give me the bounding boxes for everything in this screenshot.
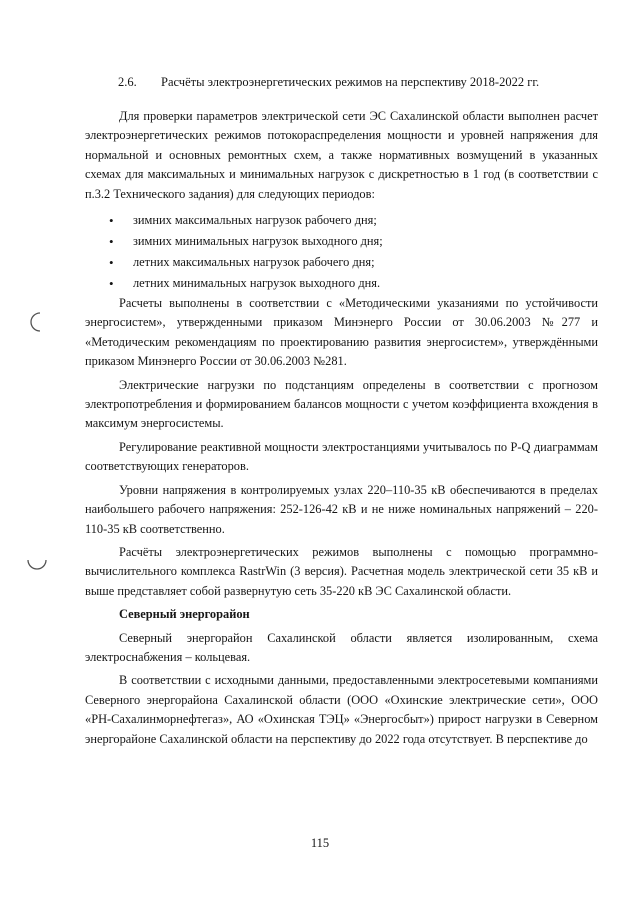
- punch-hole-icon: [28, 560, 46, 569]
- bullet-icon: •: [109, 213, 114, 229]
- list-item: • летних минимальных нагрузок выходного дня.: [133, 273, 598, 294]
- paragraph-north-1: Северный энергорайон Сахалинской области является изолированным, схема электроснабжения – кольцевая.: [85, 630, 598, 664]
- paragraph-loads: Электрические нагрузки по подстанциям определены в соответствии с прогнозом электропотребления и формированием балансов мощности с учетом коэффициента вхождения в максимум энергосистемы.: [85, 377, 598, 431]
- bullet-icon: •: [109, 276, 114, 292]
- paragraph-north-2: В соответствии с исходными данными, предоставленными электросетевыми компаниями Северного энергорайона Сахалинской области (ООО «Охинские электрические сети», ООО «РН-Сахалинморнефтегаз», АО «Охинская ТЭЦ» «Энергосбыт») прирост нагрузки в Северном энергорайоне Сахалинской области на перспективу до 2022 года отсутствует. В перспективе до: [85, 673, 598, 746]
- subheading-north: Северный энергорайон: [119, 607, 250, 622]
- paragraph-software: Расчёты электроэнергетических режимов выполнены с помощью программно-вычислительного комплекса RastrWin (3 версия). Расчетная модель электрической сети 35 кВ и выше представляет собой развернутую сеть 35-220 кВ ЭС Сахалинской области.: [85, 544, 598, 598]
- bullet-icon: •: [109, 255, 114, 271]
- page-number: 115: [310, 836, 330, 850]
- bullet-icon: •: [109, 234, 114, 250]
- paragraph-reactive: Регулирование реактивной мощности электростанциями учитывалось по P-Q диаграммам соответствующих генераторов.: [85, 439, 598, 474]
- paragraph-methods: Расчеты выполнены в соответствии с «Методическими указаниями по устойчивости энергосистем», утвержденными приказом Минэнерго России от 30.06.2003 №277 и «Методическим рекомендациям по проектированию развития энергосистем», утверждёнными приказом Минэнерго России от 30.06.2003 №281.: [85, 296, 598, 369]
- list-item: • зимних минимальных нагрузок выходного дня;: [133, 231, 598, 252]
- punch-hole-icon: [31, 313, 40, 331]
- list-item: • летних максимальных нагрузок рабочего дня;: [133, 252, 598, 273]
- paragraph-intro: Для проверки параметров электрической сети ЭС Сахалинской области выполнен расчет электроэнергетических режимов потокораспределения мощности и уровней напряжения для нормальной и основных ремонтных схем, а также нормативных возмущений в указанных схемах для максимальных и минимальных нагрузок с дискретностью в 1 год (в соответствии с п.3.2 Технического задания) для следующих периодов:: [85, 109, 598, 201]
- paragraph-voltage: Уровни напряжения в контролируемых узлах 220–110-35 кВ обеспечиваются в пределах наибольшего рабочего напряжения: 252-126-42 кВ и не ниже номинальных напряжений – 220-110-35 кВ соответственно.: [85, 482, 598, 536]
- section-number: 2.6.: [118, 75, 137, 89]
- section-title: Расчёты электроэнергетических режимов на перспективу 2018-2022 гг.: [161, 75, 540, 89]
- list-item: • зимних максимальных нагрузок рабочего дня;: [133, 210, 598, 231]
